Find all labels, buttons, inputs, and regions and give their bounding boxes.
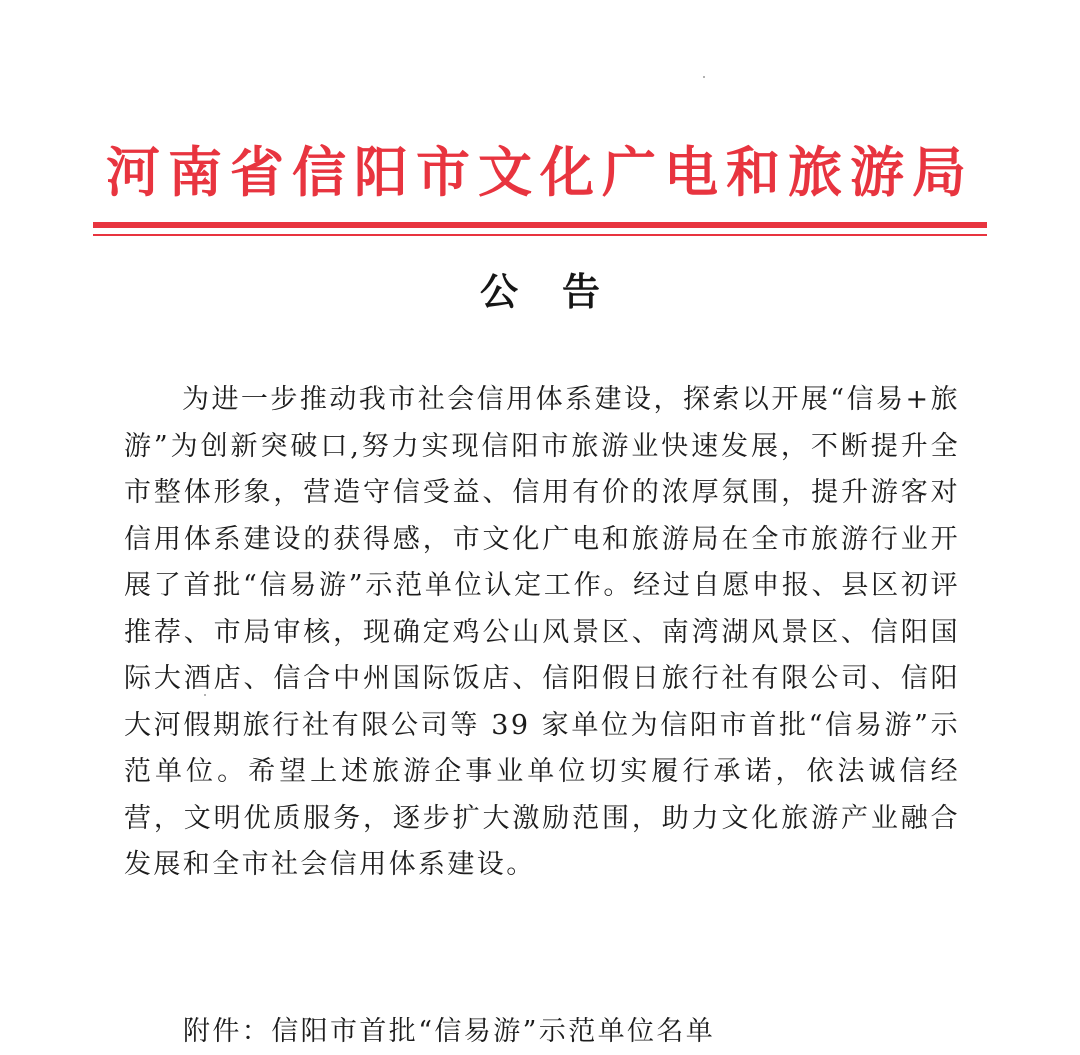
notice-body-paragraph: 为进一步推动我市社会信用体系建设，探索以开展“信易+旅游”为创新突破口,努力实现信阳市旅游业快速发展，不断提升全市整体形象，营造守信受益、信用有价的浓厚氛围，提升游客对信用体系建设的获得感，市文化广电和旅游局在全市旅游行业开展了首批“信易游”示范单位认定工作。经过自愿申报、县区初评推荐、市局审核，现确定鸡公山风景区、南湾湖风景区、信阳国际大酒店、信合中州国际饭店、信阳假日旅行社有限公司、信阳大河假期旅行社有限公司等 39 家单位为信阳市首批“信易游”示范单位。希望上述旅游企事业单位切实履行承诺，依法诚信经营，文明优质服务，逐步扩大激励范围，助力文化旅游产业融合发展和全市社会信用体系建设。 [124, 384, 960, 880]
paper-speck [703, 76, 705, 78]
notice-title: 公告 [479, 270, 644, 314]
attachment-line: 附件：信阳市首批“信易游”示范单位名单 [183, 1016, 716, 1047]
paper-speck [204, 694, 206, 696]
letterhead-red-rule-thick [93, 222, 987, 228]
letterhead-issuer: 河南省信阳市文化广电和旅游局 [106, 140, 974, 204]
letterhead-red-rule-thin [93, 234, 987, 236]
